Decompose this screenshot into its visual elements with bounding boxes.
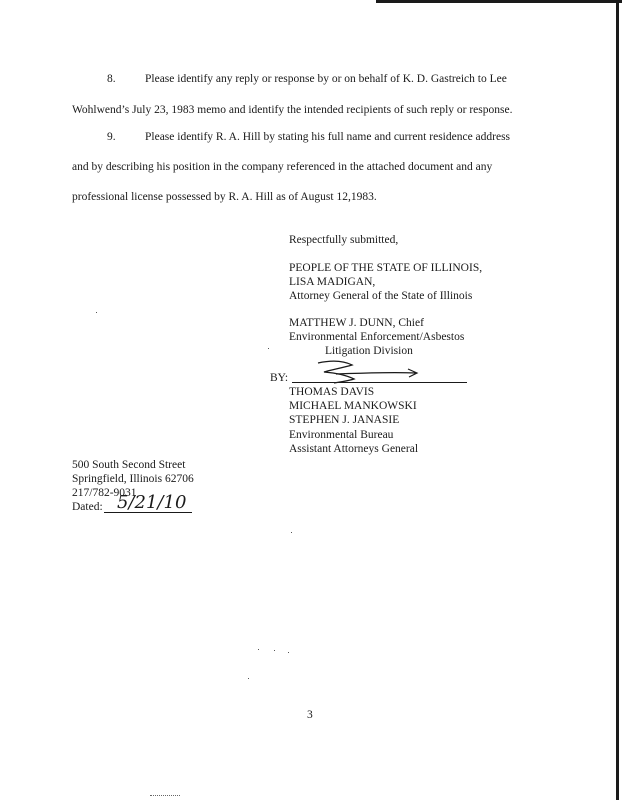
item-9-text-line3: professional license possessed by R. A. Hill as of August 12,1983.: [72, 191, 377, 203]
item-9-number: 9.: [107, 131, 116, 143]
signature-line: [292, 382, 467, 383]
scan-speck: [248, 678, 249, 679]
date-line: [104, 512, 192, 513]
party-line1: PEOPLE OF THE STATE OF ILLINOIS,: [289, 262, 483, 274]
division-line3: Litigation Division: [325, 345, 413, 357]
attorney-line3: STEPHEN J. JANASIE: [289, 414, 400, 426]
page-number: 3: [307, 709, 313, 721]
item-8-text-line2: Wohlwend’s July 23, 1983 memo and identify the intended recipients of such reply or response.: [72, 104, 513, 116]
dated-value-handwritten: 5/21/10: [117, 492, 187, 513]
item-9-text-line1: Please identify R. A. Hill by stating his full name and current residence address: [145, 131, 511, 143]
by-label: BY:: [270, 372, 289, 384]
scan-speck: [288, 652, 289, 653]
scan-edge-dots: [150, 795, 180, 796]
division-line2: Environmental Enforcement/Asbestos: [289, 331, 465, 343]
attorney-line4: Environmental Bureau: [289, 429, 394, 441]
scan-speck: [258, 649, 259, 650]
address-street: 500 South Second Street: [72, 459, 186, 471]
attorney-line5: Assistant Attorneys General: [289, 443, 419, 455]
scan-speck: [274, 650, 275, 651]
party-line3: Attorney General of the State of Illinois: [289, 290, 473, 302]
dated-label: Dated:: [72, 501, 103, 513]
scan-border-top: [376, 0, 622, 3]
scan-speck: [291, 532, 292, 533]
item-8-text-line1: Please identify any reply or response by or on behalf of K. D. Gastreich to Lee: [145, 73, 507, 85]
address-city: Springfield, Illinois 62706: [72, 473, 194, 485]
scan-border-right: [616, 0, 619, 800]
party-line2: LISA MADIGAN,: [289, 276, 376, 288]
item-9-text-line2: and by describing his position in the company referenced in the attached document and any: [72, 161, 493, 173]
division-line1: MATTHEW J. DUNN, Chief: [289, 317, 424, 329]
attorney-line1: THOMAS DAVIS: [289, 386, 375, 398]
closing-text: Respectfully submitted,: [289, 234, 399, 246]
scan-speck: [96, 312, 97, 313]
attorney-line2: MICHAEL MANKOWSKI: [289, 400, 417, 412]
scan-speck: [268, 348, 269, 349]
item-8-number: 8.: [107, 73, 116, 85]
address-phone: 217/782-9031: [72, 487, 137, 499]
